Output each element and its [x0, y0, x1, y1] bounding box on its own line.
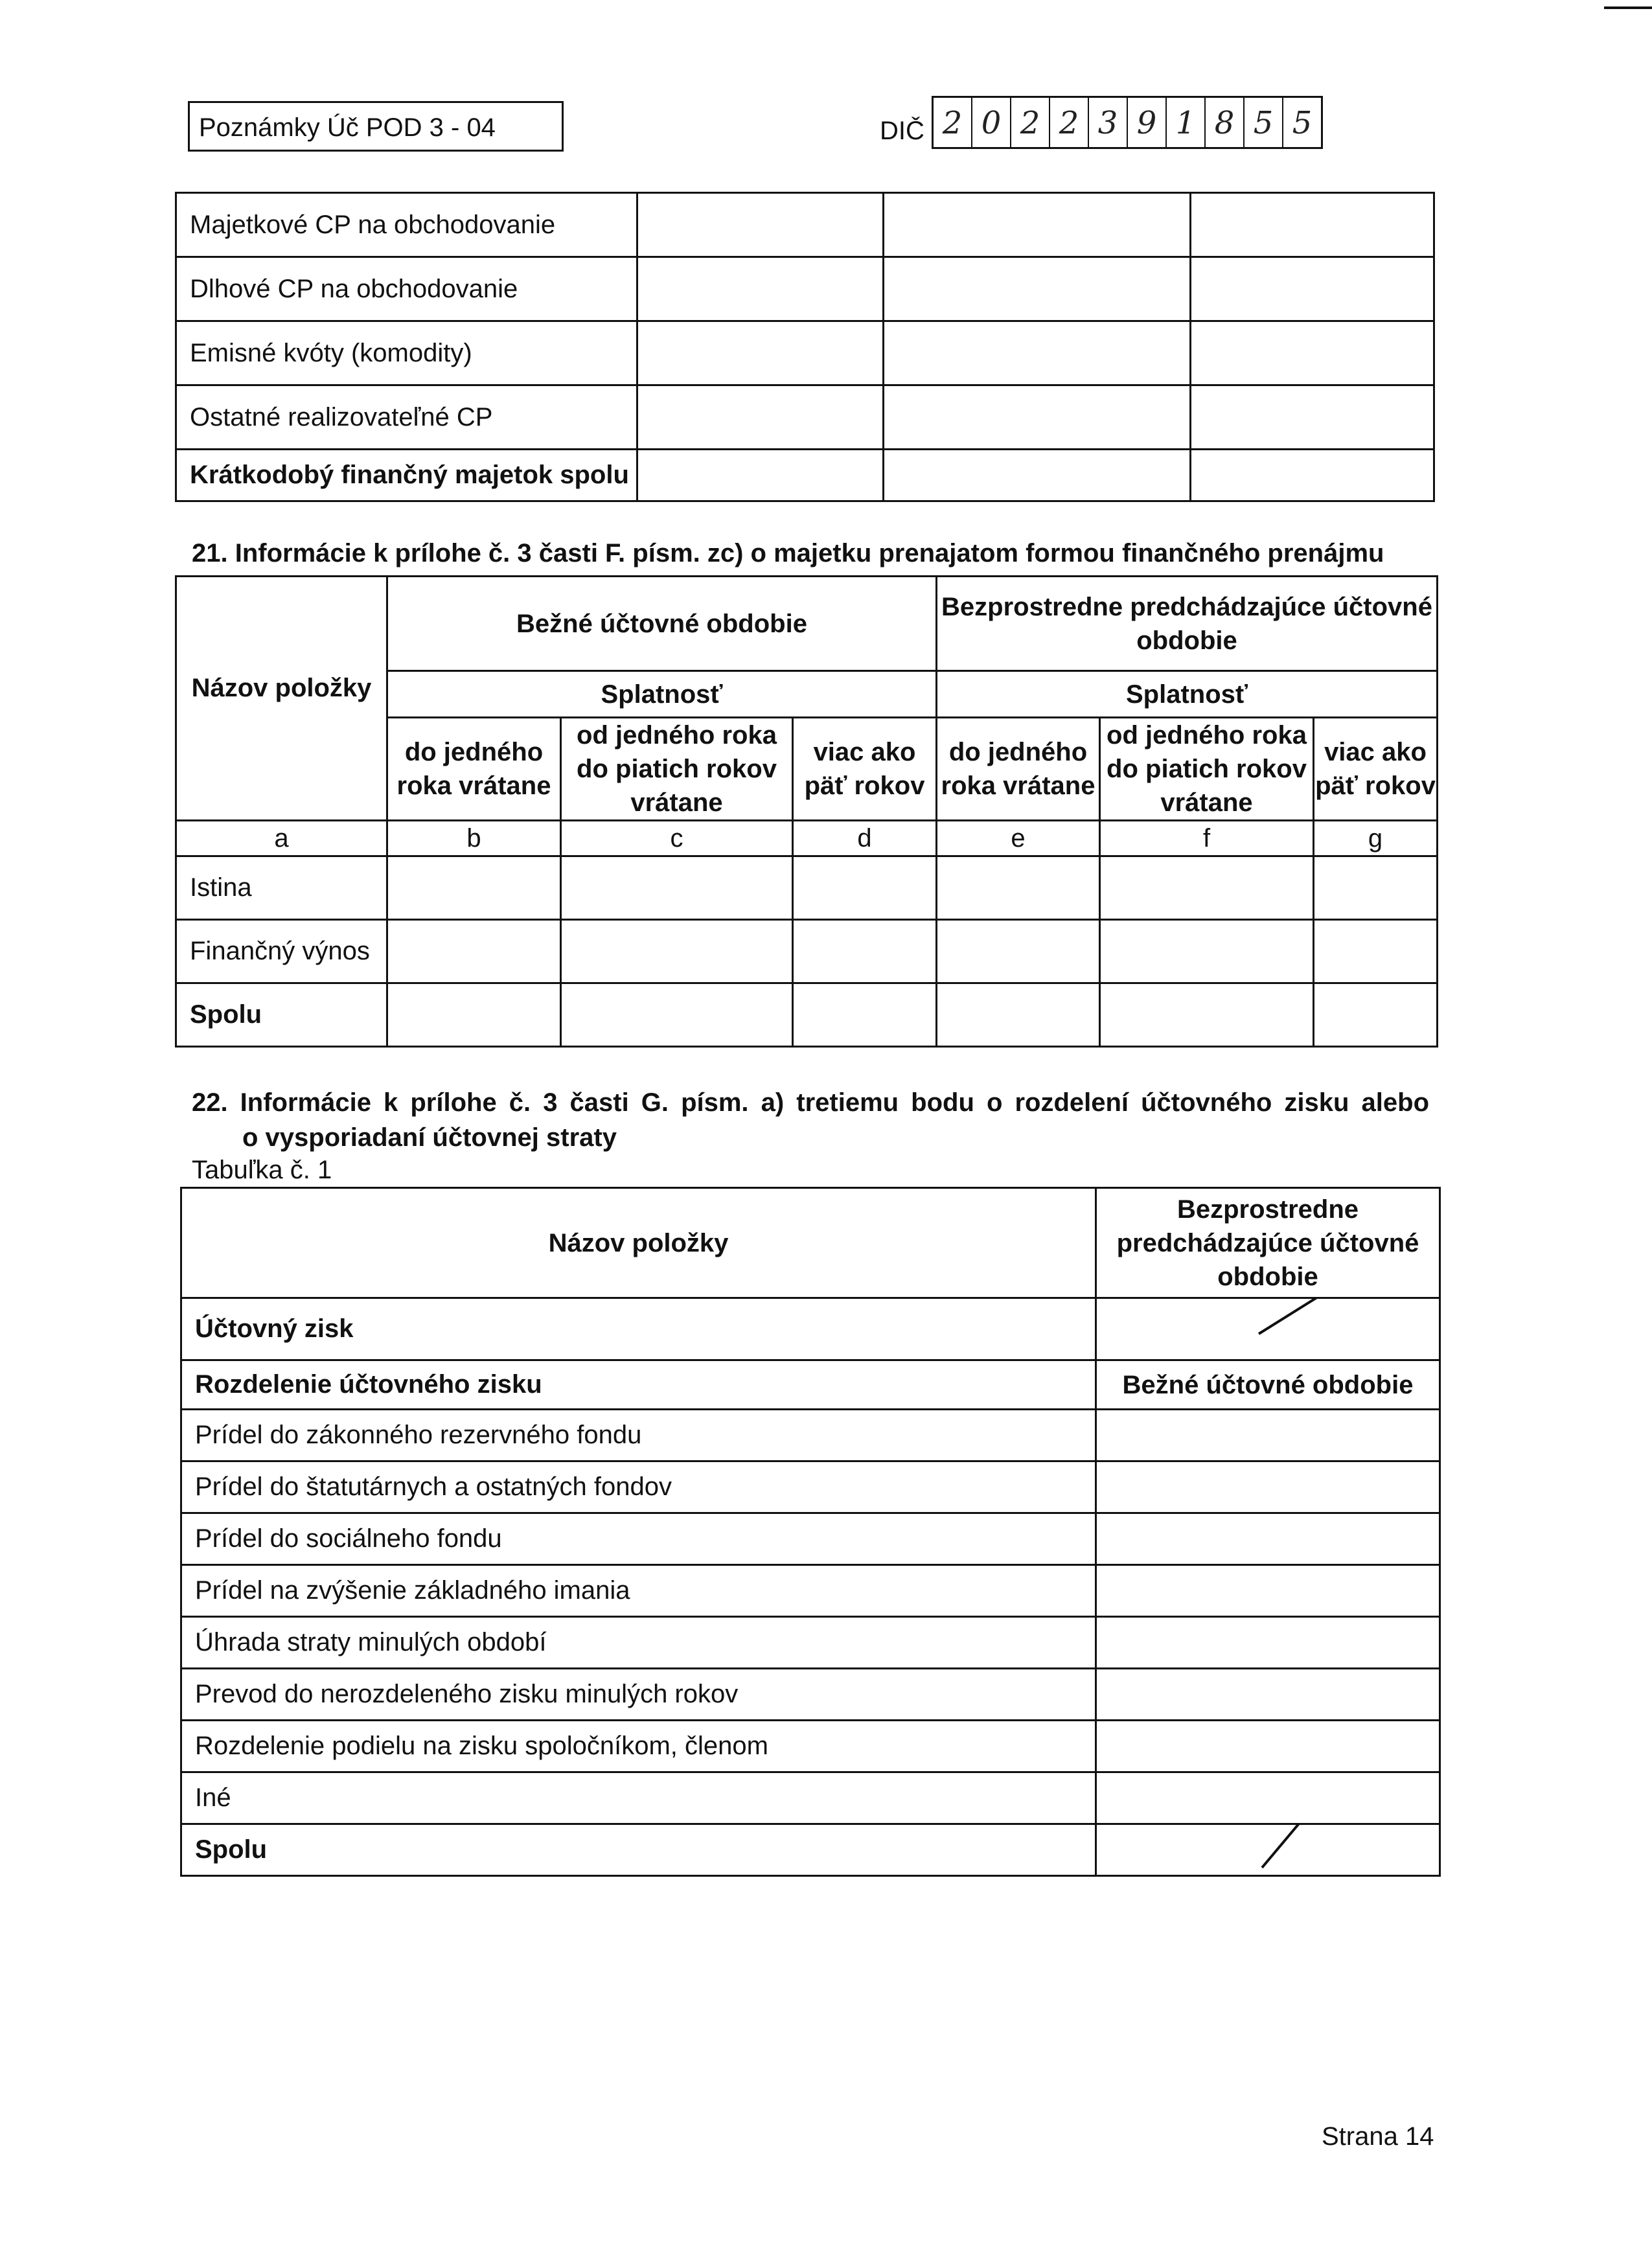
- row-label: Prídel do sociálneho fondu: [181, 1513, 1096, 1565]
- edge-rule: [1604, 6, 1652, 9]
- value-cell[interactable]: [793, 920, 937, 983]
- current-period-header: Bežné účtovné obdobie: [387, 577, 937, 671]
- column-letter: e: [937, 821, 1100, 856]
- row-label: Finančný výnos: [176, 920, 387, 983]
- row-label: Dlhové CP na obchodovanie: [176, 257, 637, 321]
- value-cell[interactable]: [561, 920, 793, 983]
- dic-label: DIČ: [880, 117, 924, 145]
- row-label: Rozdelenie podielu na zisku spoločníkom, členom: [181, 1721, 1096, 1772]
- column-letter: g: [1314, 821, 1438, 856]
- row-label: Prídel na zvýšenie základného imania: [181, 1565, 1096, 1617]
- row-label: Prídel do zákonného rezervného fondu: [181, 1410, 1096, 1461]
- financial-assets-table: [175, 192, 1435, 502]
- dic-digit: 1: [1165, 98, 1204, 147]
- value-cell[interactable]: [1191, 385, 1434, 450]
- row-label: Prevod do nerozdeleného zisku minulých rokov: [181, 1669, 1096, 1721]
- prev-period-header: Bezprostredne predchádzajúce účtovné obdobie: [1096, 1188, 1440, 1298]
- table-caption: Tabuľka č. 1: [192, 1156, 332, 1184]
- name-header: Názov položky: [176, 577, 387, 821]
- value-cell[interactable]: [1314, 856, 1438, 920]
- col-header-c: od jedného roka do piatich rokov vrátane: [561, 718, 793, 821]
- profit-distribution-table: [180, 1187, 1441, 1877]
- col-header-f: od jedného roka do piatich rokov vrátane: [1100, 718, 1314, 821]
- table-row: [181, 1360, 1440, 1410]
- value-cell[interactable]: [793, 856, 937, 920]
- table-row: [181, 1565, 1440, 1617]
- value-cell[interactable]: [1100, 983, 1314, 1047]
- value-cell[interactable]: [387, 983, 561, 1047]
- value-cell[interactable]: [637, 257, 884, 321]
- value-cell[interactable]: [1191, 321, 1434, 385]
- section-21-heading: 21. Informácie k prílohe č. 3 časti F. písm. zc) o majetku prenajatom formou finančného prenájmu: [192, 539, 1384, 567]
- value-cell[interactable]: [884, 450, 1191, 501]
- dic-digit: 2: [942, 105, 963, 141]
- table-row: [181, 1617, 1440, 1669]
- value-cell[interactable]: [1096, 1721, 1440, 1772]
- col-header-g: viac ako päť rokov: [1314, 718, 1438, 821]
- dic-digit: 2: [1010, 98, 1049, 147]
- previous-period-header: Bezprostredne predchádzajúce účtovné obdobie: [937, 577, 1438, 671]
- section-22-heading: 22. Informácie k prílohe č. 3 časti G. písm. a) tretiemu bodu o rozdelení účtovného zisku alebo: [192, 1088, 1429, 1117]
- value-cell[interactable]: [637, 385, 884, 450]
- table-row: [176, 193, 1434, 257]
- column-letter: d: [793, 821, 937, 856]
- value-cell[interactable]: [937, 856, 1100, 920]
- value-cell[interactable]: [1191, 257, 1434, 321]
- value-cell[interactable]: [387, 920, 561, 983]
- value-cell[interactable]: [793, 983, 937, 1047]
- row-label: Spolu: [176, 983, 387, 1047]
- page-number: Strana 14: [1322, 2122, 1434, 2151]
- value-cell[interactable]: [561, 856, 793, 920]
- table-row: [181, 1824, 1440, 1876]
- row-label: Ostatné realizovateľné CP: [176, 385, 637, 450]
- table-row: [176, 450, 1434, 501]
- table-row: [181, 1410, 1440, 1461]
- dic-digit: 0: [971, 98, 1010, 147]
- value-cell[interactable]: [884, 257, 1191, 321]
- maturity-header: Splatnosť: [387, 671, 937, 718]
- column-letter: f: [1100, 821, 1314, 856]
- value-cell[interactable]: [1314, 920, 1438, 983]
- value-cell[interactable]: [1096, 1461, 1440, 1513]
- row-label: Majetkové CP na obchodovanie: [176, 193, 637, 257]
- col-header-b: do jedného roka vrátane: [387, 718, 561, 821]
- table-row: [181, 1669, 1440, 1721]
- value-cell[interactable]: [1100, 920, 1314, 983]
- value-cell[interactable]: [937, 920, 1100, 983]
- value-cell[interactable]: [1096, 1669, 1440, 1721]
- value-cell[interactable]: [1100, 856, 1314, 920]
- table-row: [176, 856, 1438, 920]
- section-22-heading-cont: o vysporiadaní účtovnej straty: [242, 1123, 617, 1152]
- table-row: [181, 1772, 1440, 1824]
- row-label: Istina: [176, 856, 387, 920]
- dic-digit: 9: [1127, 98, 1165, 147]
- table-row: [176, 257, 1434, 321]
- dic-digit: 2: [1049, 98, 1088, 147]
- row-label: Prídel do štatutárnych a ostatných fondov: [181, 1461, 1096, 1513]
- table-row: [176, 983, 1438, 1047]
- value-cell[interactable]: [637, 193, 884, 257]
- table-row: [181, 1513, 1440, 1565]
- column-letter: c: [561, 821, 793, 856]
- dic-field: [932, 96, 1323, 149]
- dic-digit: 5: [1282, 98, 1321, 147]
- dic-digit: 8: [1204, 98, 1243, 147]
- value-cell[interactable]: [561, 983, 793, 1047]
- total-value[interactable]: [1096, 1824, 1440, 1876]
- value-cell[interactable]: [1096, 1772, 1440, 1824]
- col-header-d: viac ako päť rokov: [793, 718, 937, 821]
- value-cell[interactable]: [884, 321, 1191, 385]
- distribution-label: Rozdelenie účtovného zisku: [181, 1360, 1096, 1410]
- value-cell[interactable]: [1096, 1513, 1440, 1565]
- row-label: Iné: [181, 1772, 1096, 1824]
- profit-label: Účtovný zisk: [181, 1298, 1096, 1360]
- value-cell[interactable]: [1191, 193, 1434, 257]
- column-letter: a: [176, 821, 387, 856]
- table-row: [181, 1298, 1440, 1360]
- row-label: Krátkodobý finančný majetok spolu: [176, 450, 637, 501]
- maturity-header: Splatnosť: [937, 671, 1438, 718]
- row-label: Emisné kvóty (komodity): [176, 321, 637, 385]
- lease-table: [175, 575, 1438, 1048]
- value-cell[interactable]: [1191, 450, 1434, 501]
- table-row: [176, 321, 1434, 385]
- row-label: Úhrada straty minulých období: [181, 1617, 1096, 1669]
- dic-digit: 3: [1088, 98, 1127, 147]
- table-row: [181, 1721, 1440, 1772]
- table-row: [176, 920, 1438, 983]
- column-letter: b: [387, 821, 561, 856]
- value-cell[interactable]: [637, 321, 884, 385]
- table-row: [176, 385, 1434, 450]
- value-cell[interactable]: [884, 385, 1191, 450]
- value-cell[interactable]: [387, 856, 561, 920]
- dash-mark: [1261, 1824, 1300, 1869]
- value-cell[interactable]: [1096, 1617, 1440, 1669]
- col-header-e: do jedného roka vrátane: [937, 718, 1100, 821]
- table-row: [181, 1461, 1440, 1513]
- total-label: Spolu: [181, 1824, 1096, 1876]
- profit-value[interactable]: [1096, 1298, 1440, 1360]
- value-cell[interactable]: [1096, 1565, 1440, 1617]
- value-cell[interactable]: [937, 983, 1100, 1047]
- form-label: Poznámky Úč POD 3 - 04: [188, 101, 564, 152]
- name-header: Názov položky: [181, 1188, 1096, 1298]
- value-cell[interactable]: [884, 193, 1191, 257]
- value-cell[interactable]: [1096, 1410, 1440, 1461]
- dash-mark: [1258, 1298, 1331, 1335]
- value-cell[interactable]: [637, 450, 884, 501]
- current-period-header: Bežné účtovné obdobie: [1096, 1360, 1440, 1410]
- value-cell[interactable]: [1314, 983, 1438, 1047]
- dic-digit: 5: [1243, 98, 1282, 147]
